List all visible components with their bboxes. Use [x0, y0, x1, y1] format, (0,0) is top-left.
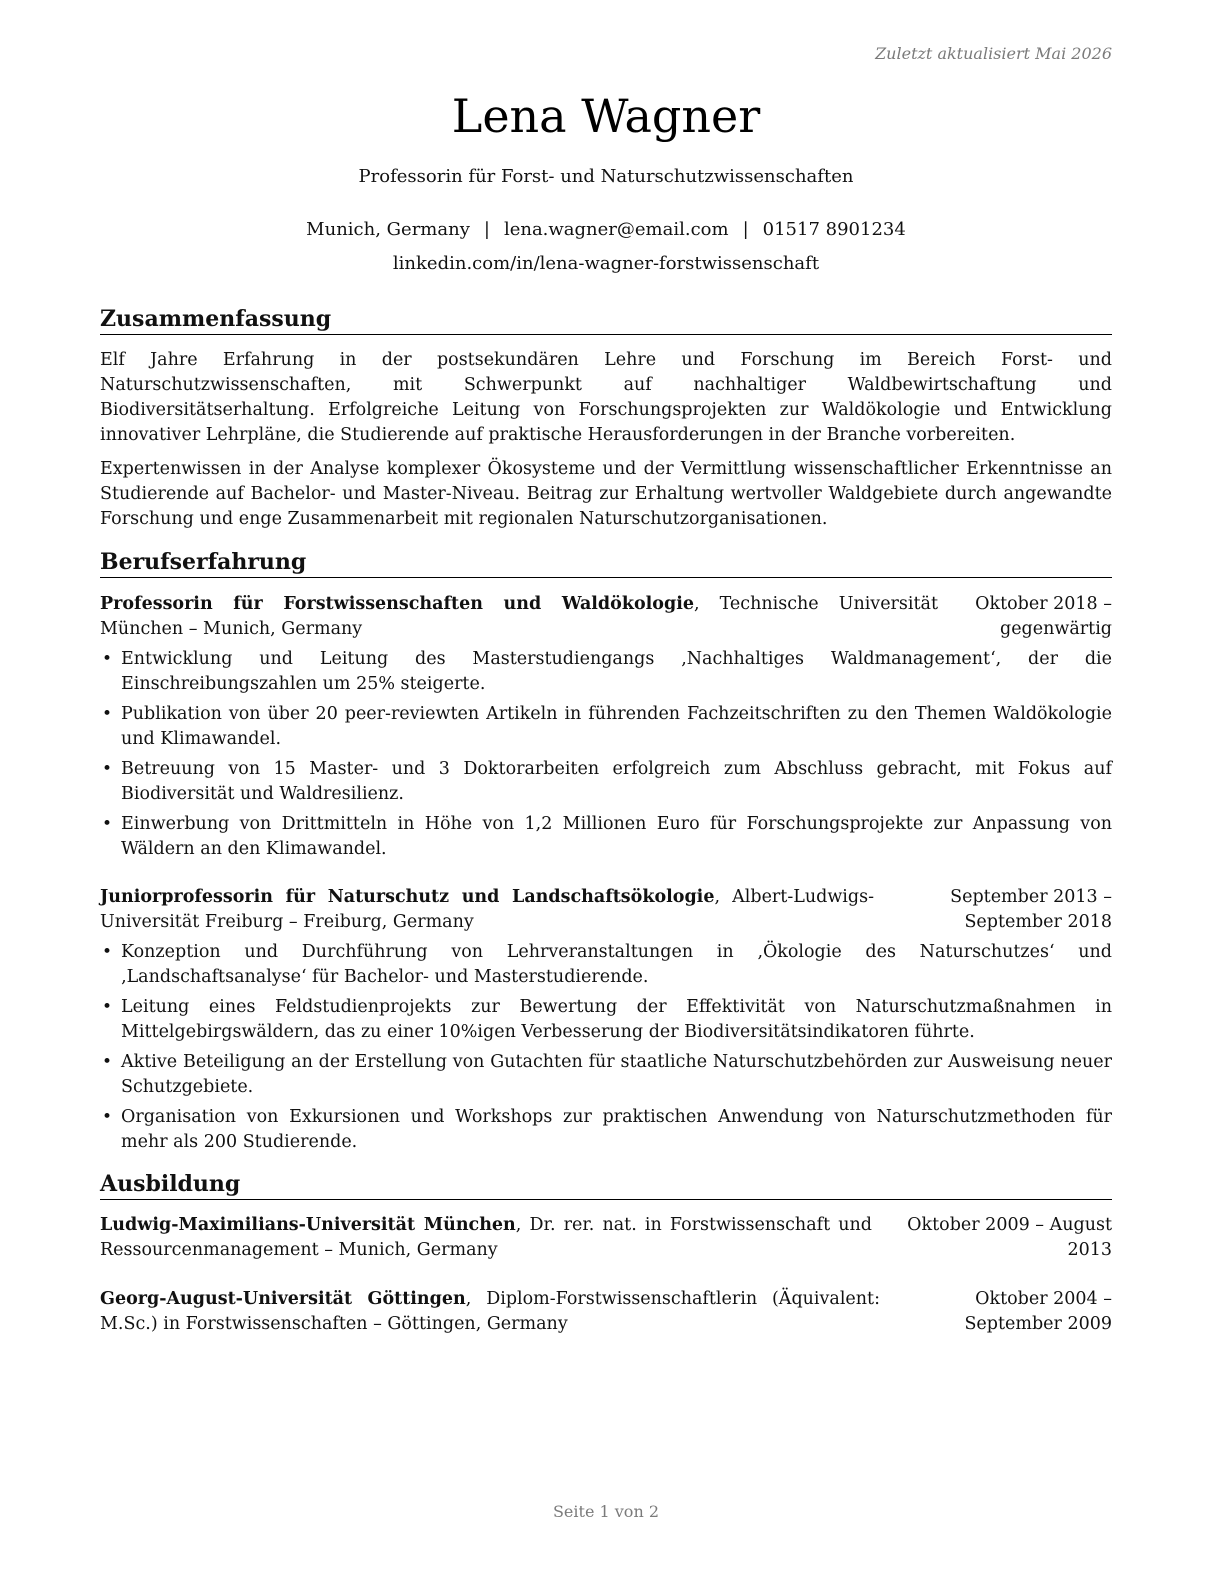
education-school: Georg-August-Universität Göttingen	[100, 1289, 466, 1309]
job-role: Juniorprofessorin für Naturschutz und Landschaftsökologie	[100, 887, 715, 907]
contact-line	[100, 219, 1112, 240]
contact-separator: |	[742, 219, 749, 240]
education-title-line	[100, 1287, 880, 1337]
section-title-summary: Zusammenfassung	[100, 304, 1112, 335]
contact-linkedin[interactable]: linkedin.com/in/lena-wagner-forstwissenschaft	[392, 253, 820, 274]
job-bullet-list	[100, 647, 1112, 867]
list-item: • Leitung eines Feldstudienprojekts zur Bewertung der Effektivität von Naturschutzmaßnahmen in Mittelgebirgswäldern, das zu einer 10%igen Verbesserung der Biodiversitätsindikatoren führte.	[100, 995, 1112, 1045]
list-item: • Einwerbung von Drittmitteln in Höhe von 1,2 Millionen Euro für Forschungsprojekte zur Anpassung von Wäldern an den Klimawandel.	[100, 812, 1112, 862]
contact-separator: |	[483, 219, 490, 240]
job-bullet-list	[100, 940, 1112, 1160]
job-dates: Oktober 2018 – gegenwärtig	[975, 594, 1112, 639]
list-item: • Aktive Beteiligung an der Erstellung von Gutachten für staatliche Naturschutzbehörden zur Ausweisung neuer Schutzgebiete.	[100, 1050, 1112, 1100]
section-title-education: Ausbildung	[100, 1169, 1112, 1200]
last-updated: Zuletzt aktualisiert Mai 2026	[875, 44, 1112, 63]
education-details: , Dr. rer. nat. in Forstwissenschaft und Ressourcenmanagement – Munich, Germany	[100, 1215, 873, 1260]
candidate-name: Lena Wagner	[451, 89, 761, 143]
contact-email[interactable]: lena.wagner@email.com	[503, 219, 729, 240]
list-item: • Organisation von Exkursionen und Workshops zur praktischen Anwendung von Naturschutzmethoden für mehr als 200 Studierende.	[100, 1105, 1112, 1155]
job-details: , Albert-Ludwigs-Universität Freiburg – Freiburg, Germany	[100, 887, 874, 932]
list-item: • Konzeption und Durchführung von Lehrveranstaltungen in ‚Ökologie des Naturschutzes‘ und ‚Landschaftsanalyse‘ für Bachelor- und Masterstudierende.	[100, 940, 1112, 990]
education-details: , Diplom-Forstwissenschaftlerin (Äquivalent: M.Sc.) in Forstwissenschaften – Göttingen, Germany	[100, 1289, 880, 1334]
contact-location: Munich, Germany	[306, 219, 470, 240]
education-item	[100, 1213, 1112, 1263]
job-header	[100, 885, 1112, 935]
education-school: Ludwig-Maximilians-Universität München	[100, 1215, 516, 1235]
candidate-headline: Professorin für Forst- und Naturschutzwissenschaften	[358, 166, 854, 187]
section-title-experience: Berufserfahrung	[100, 547, 1112, 578]
job-dates: September 2013 – September 2018	[950, 887, 1112, 932]
job-title-line	[100, 885, 874, 935]
education-title-line	[100, 1213, 872, 1263]
education-dates: Oktober 2009 – August 2013	[907, 1215, 1112, 1260]
contact-phone: 01517 8901234	[762, 219, 906, 240]
job-title-line	[100, 592, 938, 642]
list-item: • Betreuung von 15 Master- und 3 Doktorarbeiten erfolgreich zum Abschluss gebracht, mit Fokus auf Biodiversität und Waldresilienz.	[100, 757, 1112, 807]
education-item	[100, 1287, 1112, 1337]
summary-paragraph: Elf Jahre Erfahrung in der postsekundären Lehre und Forschung im Bereich Forst- und Naturschutzwissenschaften, mit Schwerpunkt auf nachhaltiger Waldbewirtschaftung und Biodiversitätserhaltung. Erfolgreiche Leitung von Forschungsprojekten zur Waldökologie und Entwicklung innovativer Lehrpläne, die Studierende auf praktische Herausforderungen in der Branche vorbereiten.	[100, 350, 1112, 445]
summary-paragraph: Expertenwissen in der Analyse komplexer Ökosysteme und der Vermittlung wissenschaftlicher Erkenntnisse an Studierende auf Bachelor- und Master-Niveau. Beitrag zur Erhaltung wertvoller Waldgebiete durch angewandte Forschung und enge Zusammenarbeit mit regionalen Naturschutzorganisationen.	[100, 459, 1112, 529]
education-dates: Oktober 2004 – September 2009	[964, 1289, 1112, 1334]
list-item: • Entwicklung und Leitung des Masterstudiengangs ‚Nachhaltiges Waldmanagement‘, der die Einschreibungszahlen um 25% steigerte.	[100, 647, 1112, 697]
list-item: • Publikation von über 20 peer-reviewten Artikeln in führenden Fachzeitschriften zu den Themen Waldökologie und Klimawandel.	[100, 702, 1112, 752]
job-details: , Technische Universität München – Munich, Germany	[100, 594, 938, 639]
job-header	[100, 592, 1112, 642]
page-number: Seite 1 von 2	[552, 1502, 660, 1521]
job-role: Professorin für Forstwissenschaften und Waldökologie	[100, 594, 694, 614]
